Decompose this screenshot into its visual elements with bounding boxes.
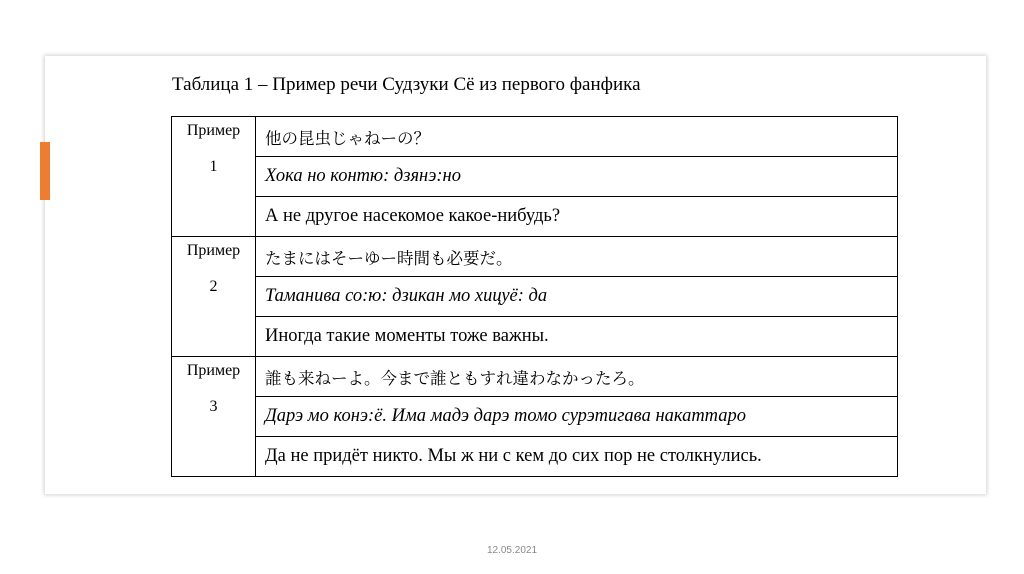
table-row (172, 117, 898, 157)
transliteration-text: Хока но контю: дзянэ:но (256, 157, 898, 197)
example-label-cell (172, 237, 256, 357)
example-number: 1 (209, 158, 218, 175)
transliteration-text: Таманива со:ю: дзикан мо хицуё: да (256, 277, 898, 317)
example-label: Пример (186, 242, 241, 259)
speech-examples-table (171, 116, 898, 477)
example-label: Пример (186, 362, 241, 379)
example-number: 2 (209, 278, 218, 295)
example-label: Пример (186, 122, 241, 139)
japanese-text: たまにはそーゆー時間も必要だ。 (256, 237, 898, 277)
table-row (172, 357, 898, 397)
translation-text: Иногда такие моменты тоже важны. (256, 317, 898, 357)
table-row (172, 397, 898, 437)
table-row (172, 197, 898, 237)
example-number: 3 (209, 398, 218, 415)
table-row (172, 157, 898, 197)
transliteration-text: Дарэ мо конэ:ё. Има мадэ дарэ томо сурэтигава накаттаро (256, 397, 898, 437)
table-row (172, 237, 898, 277)
table-caption: Таблица 1 – Пример речи Судзуки Сё из первого фанфика (172, 74, 641, 95)
japanese-text: 他の昆虫じゃねーの？ (256, 117, 898, 157)
footer-date: 12.05.2021 (486, 545, 538, 556)
table-row (172, 317, 898, 357)
example-label-cell (172, 117, 256, 237)
example-label-cell (172, 357, 256, 477)
japanese-text: 誰も来ねーよ。今まで誰ともすれ違わなかったろ。 (256, 357, 898, 397)
translation-text: Да не придёт никто. Мы ж ни с кем до сих пор не столкнулись. (256, 437, 898, 477)
translation-text: А не другое насекомое какое-нибудь? (256, 197, 898, 237)
accent-bar (40, 142, 50, 200)
table-row (172, 277, 898, 317)
table-row (172, 437, 898, 477)
